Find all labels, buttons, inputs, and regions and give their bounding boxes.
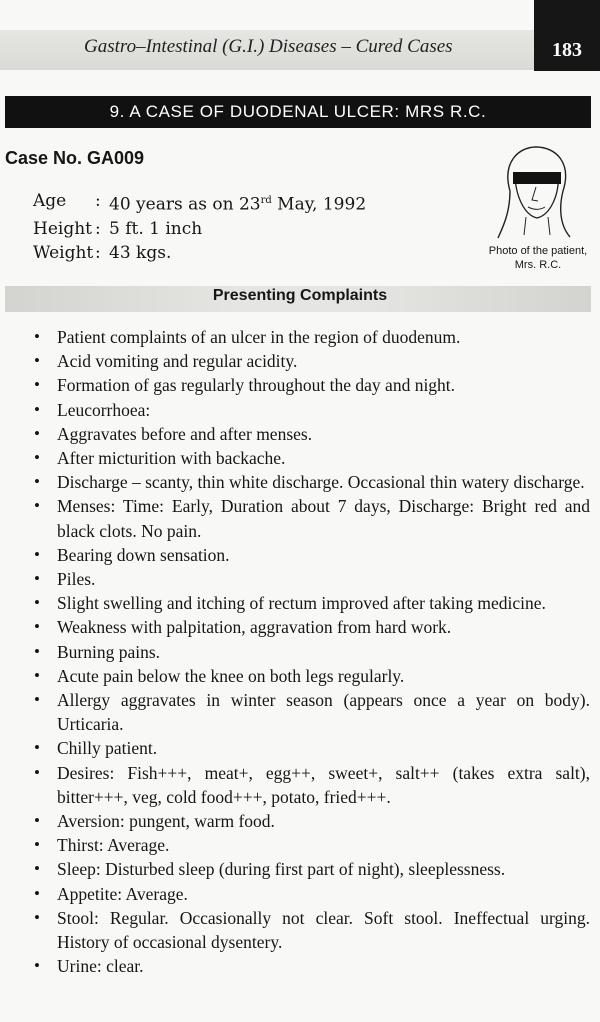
patient-details [33,189,366,265]
list-item: • Weakness with palpitation, aggravation from hard work. [34,617,452,638]
list-item: • Allergy aggravates in winter season (appears once a year on body). Urticaria. [34,690,590,735]
list-item: • Formation of gas regularly throughout the day and night. [34,375,456,396]
list-item: • Chilly patient. [34,738,158,759]
list-item: • Leucorrhoea: [34,399,151,420]
list-item: • Piles. [34,569,96,590]
list-item: • Acute pain below the knee on both legs regularly. [34,665,405,686]
list-item: • Appetite: Average. [34,883,188,904]
section-title: Presenting Complaints [212,287,388,304]
page-number-tab-top [534,0,600,30]
weight-value: 43 kgs. [109,242,172,263]
page-number: 183 [534,29,600,71]
list-item: • After micturition with backache. [34,448,286,469]
list-item: • Stool: Regular. Occasionally not clear. Soft stool. Ineffectual urging. History of occasional dysentery. [34,907,590,953]
age-label: Age [33,191,67,211]
height-value: 5 ft. 1 inch [109,218,203,239]
list-item: • Acid vomiting and regular acidity. [34,351,298,372]
age-value: 40 years as on 23rd May, 1992 [109,194,367,215]
photo-caption: Photo of the patient, Mrs. R.C. [488,245,588,271]
running-head: Gastro–Intestinal (G.I.) Diseases – Cured Cases [84,36,453,57]
list-item: • Burning pains. [34,641,161,662]
list-item: • Slight swelling and itching of rectum improved after taking medicine. [34,593,546,614]
list-item: • Aggravates before and after menses. [34,423,313,444]
list-item: • Menses: Time: Early, Duration about 7 days, Discharge: Bright red and black clots. No pain. [34,496,590,541]
list-item: • Bearing down sensation. [34,544,230,565]
list-item: • Desires: Fish+++, meat+, egg++, sweet+, salt++ (takes extra salt), bitter+++, veg, cold food+++, potato, fried+++. [34,762,590,807]
height-label: Height [33,218,92,239]
complaints-list [14,325,590,978]
height-row: Height : 5 ft. 1 inch [33,218,203,239]
list-item: • Urine: clear. [34,956,144,977]
list-item: • Thirst: Average. [34,835,170,856]
weight-row: Weight : 43 kgs. [33,242,172,263]
list-item: • Sleep: Disturbed sleep (during first part of night), sleeplessness. [34,859,506,880]
list-item: • Aversion: pungent, warm food. [34,811,275,832]
patient-portrait-icon [490,143,582,241]
list-item: • Discharge – scanty, thin white discharge. Occasional thin watery discharge. [34,472,585,493]
case-number: Case No. GA009 [5,148,145,168]
list-item: • Patient complaints of an ulcer in the region of duodenum. [34,327,461,347]
weight-label: Weight [33,242,94,263]
age-row: Age : 40 years as on 23rd May, 1992 [33,191,367,215]
case-title: 9. A CASE OF DUODENAL ULCER: MRS R.C. [5,96,591,128]
